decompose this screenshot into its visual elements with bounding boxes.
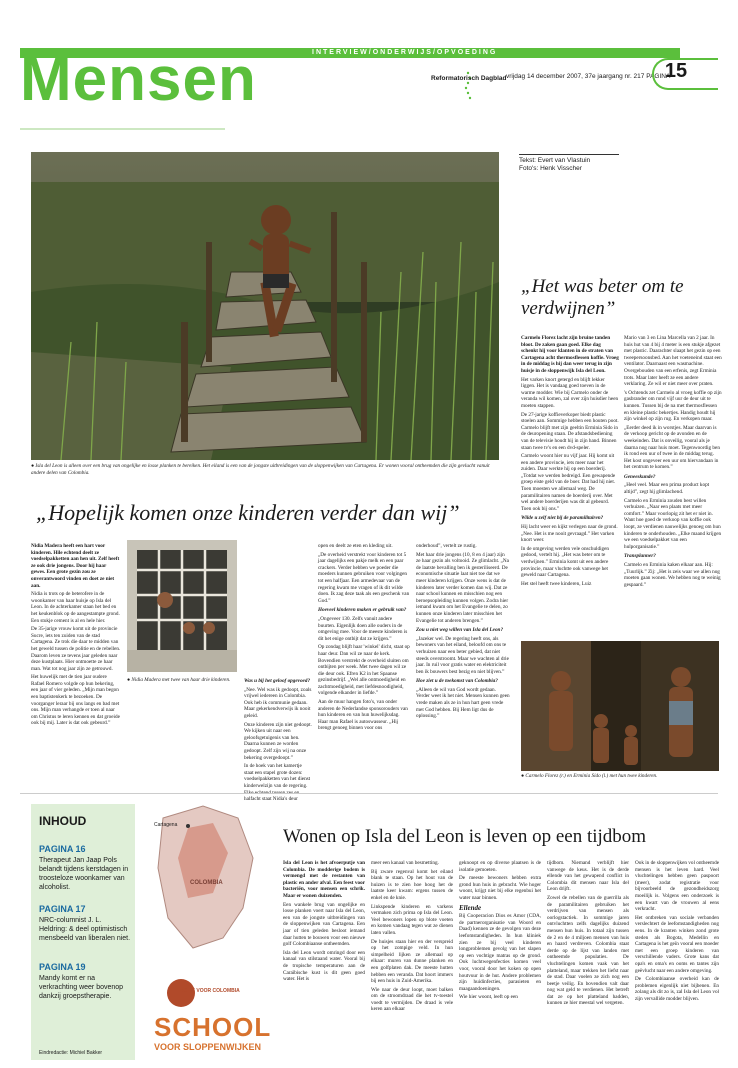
campaign-label: ACTIE VOOR COLOMBIA [180,988,240,994]
paragraph: „Alleen de wil van God wordt gedaan. Verder weet ik het niet. Mensen kunnen geen vrede maken als ze in hun hart geen vrede met God hebben. Bij Hem ligt dus de oplossing.” [416,686,510,720]
article-column [244,675,312,805]
paragraph: Bij zware regenval komt het eiland blank te staan. Op het hout van de huizen is te zien hoe hoog het de laatste keer kwam: ergens tussen de enkel en de knie. [371,868,453,901]
paragraph: Ook in de sloppenwijken vol ontheemde mensen is het leven hard. Veel vluchtelingen hebben geen paspoort (meer), zodat registratie voor bijvoorbeeld de gezondheidszorg moeilijk is. Volgens een onderzoek is een kwart van de vrouwen al eens verkracht. [635,860,719,913]
page-number: 15 [664,60,688,82]
paragraph: geknoopt en op diverse plaatsen is de isolatie gemoeten. [459,860,541,873]
paragraph: Het stel heeft twee kinderen, Luiz [521,580,592,587]
paragraph: open en deelt ze eten en kleding uit. [318,543,393,549]
article-lead: Carmelo Florez lacht zijn bruine tanden bloot. De zaken gaan goed. Elke dag schenkt hij voor klanten in de straten van Cartagena acht thermosflessen koffie. Vroeg in de middag is hij dan weer terug in zijn huisje in de sloppenwijk Isla del Leon. [521,335,619,374]
article-column [635,860,719,1002]
quote-headline: „Het was beter om te verdwijnen” [521,276,684,319]
paragraph: onderhoud”, vertelt ze rustig. [416,543,477,549]
editor-credit: Eindredactie: Michiel Bakker [39,1050,103,1056]
main-photo-illustration [31,152,499,460]
subheading: Ellende [459,903,482,912]
paragraph: Bij Cooperacion Dios es Amor (CDA, de partnerorganisatie van Woord en Daad) kennen ze de gevolgen van deze leefomstandigheden. In hun kliniek zien ze bij veel kinderen longproblemen gevolg van het slapen op een vochtige matras op de grond. Ook luchtwegenfecties komen veel voor, vooral door het koken op open houtvuur in de hut. Andere problemen zijn huidinfecties, parasieten en maagaandoeningen. [459,913,541,992]
paragraph: „Eerder deed ik in worstjes. Maar daarvan is de verkoop gericht op de avonden en de weekeinden. Dat is onveilig, vooral als je daarna nog naar huis moet. Tegenwoordig ben ik rond een uur of twee in de middag terug. Het kost ongeveer een uur om hiervandaan in het centrum te komen.” [624,424,720,471]
contents-title: INHOUD [39,814,87,828]
paragraph: meer een kanaal van besmetting. [371,860,439,866]
paragraph: tijdbom. Niemand verblijft hier vanwege de keus. Het is de derde ellende van het gewapend conflict in Colombia dit mensen naar Isla del Leon drijft. [547,860,629,893]
paragraph: De 35-jarige vrouw komt uit de provincie Sucre, iets ten zuiden van de stad Cartagena. Ze trok die daar te midden van het geweld tussen de politie en de rebellen. Daarom leven ze tevens jaar geleden naar deze kustplaats. Hier ontmoette ze haar man. Wat tot nog jaar zijn ze getrouwd. [31,626,121,672]
paragraph: 's Ochtends zet Carmelo al vroeg koffie op zijn gasbrander om rond vijf uur de deur uit te kunnen. Tussen bij de na met thermosflessen en kleine plastic bekertjes. Handig houdt hij zijn winkel op zijn rug. En verkopen maar. [624,389,722,423]
article-headline: „Hopelijk komen onze kinderen verder dan wij” [36,500,460,525]
contents-page-label: PAGINA 17 [39,904,86,914]
paragraph: Carmelo woont hier nu vijf jaar. Hij komt uit een andere provincie, iets meer naar het zuiden. Daar werkte hij op een boerderij. „Totdat we werden bedreigd. Een gewapende groep eiste geld van de boer. Dat had hij niet. Toen moesten we allemaal weg. De paramilitairen namen de boerderij over. Met wel andere boerderijen was dit al gebeurd. Toen ook bij ons.” [521,453,616,512]
paragraph: Nidia is trots op de beterofere in de woonkamer van haar huisje op Isla del Leon. In de achterkamer staan het bed en het keukenblok op de aangestampte grond. Een stukje cement is al en hele hier. [31,591,120,624]
article-column [31,543,121,729]
contents-item-text: NRC-columnist J. L. Heldring: & deel optimistisch mensbeeld van liberalen niet. [39,917,131,942]
question: Wilde u zelf niet bij de paramilitairen? [521,515,604,522]
date-line: vrijdag 14 december 2007, 37e jaargang nr. 217 PAGINA [506,73,671,80]
paragraph: „Heel veel. Maar een prima product kopt altijd”, zegt hij glimlachend. [624,482,710,496]
paragraph: Wie naar de deur loopt, moet balken om de stroomdraad die het tv-toestel voedt te vermijden. De draad is vele keren aan elkaar [371,986,453,1013]
window-photo-illustration [127,540,237,672]
paragraph: Linkspende kinderen en varkens vermaken zich prima op Isla del Leon. Veel bewoners lopen op blote voeten en komen vandaag tegen wat ze dienen laten vallen. [371,903,453,936]
paragraph: Wie hier woont, leeft op een [459,994,518,1001]
main-photo-caption: ● Isla del Leon is alleen over een brug van ongelijke en losse planken te bereiken. Het eiland is een van de jongste uitbreidingen van de sloppenwijken van Cartagena. Er wonen vooral ontheemden die zijn gevlucht vanuit andere delen van Colombia. [31,463,490,476]
campaign-subbrand: VOOR SLOPPENWIJKEN [154,1042,262,1052]
paragraph: De Colombiaanse overheid kan de problemen eigenlijk niet bijbenen. En zolang als dit zo is, zal Isla del Leon vol zijn vervallide modder blijven. [635,976,719,1002]
window-photo [127,540,237,672]
campaign-brand: SCHOOL [154,1012,272,1042]
paragraph: Het varken knort getergd en blijft lekker liggen. Het is vandaag goed toeven in de warme modder. Wie bij Carmelo onder de veranda wil komen, zal over zijn huisdier heen moeten stappen. [521,376,619,409]
article-column [283,860,365,983]
family-photo-illustration [521,641,719,771]
contents-item-text: Mandy komt er na verkrachting weer bovenop dankzij groepstherapie. [39,975,124,1000]
paragraph: Hij lacht weer en kijkt verlegen naar de grond. „Nee. Het is me nooit gevraagd.” Het varken knort weer. [521,524,618,544]
question: Zou u niet weg willen van Isla del Leon? [416,627,504,634]
paragraph: In de hoek van het kamertje staat een stapel grote dozen: voedselpakketten van het dienst kinderwelzijn van de regering. halfacht staat Nidia's deur [244,763,311,803]
credits [519,154,619,173]
paragraph: Het ontbreken van sociale verbanden verslechtert de leefomstandigheden nog eens. In de kranten winken zond grote steden als Bogota, Medellin en Cartagena is het geïn vooral een moeder met een groep kinderen van verschillende vaders. Grote kans dat opa's en oma's en ooms en tantes zijn geëvlucht naar een andere omgeving. [635,914,719,974]
paragraph: Zowel de rebellen van de guerrilla als de paramilitairen gebruiken het verdrijven van mensen als oorlogstactiek. In sommige jaren ontvluchtten zelfs dagelijks duizend mensen hun huis. In totaal zijn tussen de 2 en de 4 miljoen mensen van huis en haard verdreven. Colombia staat derde op de lijst van landen met ontheemde populaties. De vluchtelingen komen vaak van het platteland, maar trekken het liefst naar de stad. Daar voelen ze zich nog een beetje veilig. En bovendien valt daar nog wat geld te verdienen. Het betreft dat ze op het platteland hadden, kunnen ze hier meestal wel vergeten. [547,894,629,1007]
window-photo-caption: ● Nidia Madera met twee van haar drie kinderen. [127,677,231,683]
paper-name: Reformatorisch Dagblad [431,75,507,82]
section-tagline: INTERVIEW/ONDERWIJS/OPVOEDING [312,49,498,56]
paragraph: Mario van 3 en Lina Marcella van 2 jaar. In huis hut van 4 bij 4 meter is een stukje afgezet met plastic. Daarachter slaapt het gezin op een tweepersoonsbed. Aan het voeteneind staat een ventilator. Daarnaast een wasmachine. Overgebouden van een erfenis, zegt Erminia trots. Maar later heeft ze een andere verklaring. Ze wil er niet meer over praten. [624,335,722,388]
article-column [547,860,629,1007]
paragraph: „De overheid verstrekt voor kinderen tot 5 jaar dagelijks een pakje melk en een paar crackers. Verder hebben we poeder die moeders kunnen gebruiken voor volgingen tot een halfjaar. Een armedevaar van de regering kwam me vragen of ik dit wilde doen. Ik zag deze taak als een geschenk van God.” [318,551,410,604]
article-column [371,860,453,1013]
article-lead: Isla del Leon is het afvoerputje van Colombia. De modderige bodem is vermengd met de restanten van plastic en ander afval. Een feest voor bacteriën, voor mensen een schrik. Maar er wonen duizenden. [283,860,365,899]
article-column [624,335,722,590]
family-photo [521,641,719,771]
contents-page-label: PAGINA 16 [39,844,86,854]
article-column [416,543,510,722]
paragraph: „Ongeveer 130. Zelfs vanuit andere buurten. Eigenlijk doen alle ouders in de omgeving mee. Voor de meeste kinderen is dit het enige ontbijt dat ze krijgen.” [318,615,408,642]
map-city-label: Cartagena [154,822,178,828]
paragraph: De 27-jarige koffieverkoper biedt plastic stoelen aan. Sommige hebben een houten poot. Carmelo blijft met zijn geeltin Erminia Sido in de deuropening staan. De afstandsbediening van de televisie houdt hij in zijn hand. Binnen staan twee tv's en een dvd-speler. [521,411,619,451]
paragraph: Met haar drie jongens (10, 8 en 4 jaar) zijn ze haar gezin als voltooid. Ze glimlacht. „Na de laatste bevalling ben ik gesteriliseerd. De economische situatie laat niet toe dat we meer kinderen krijgen. Onze wens is dat de kinderen later verder komen dan wij. Dat ze naar school kunnen en misschien nog een beroepsopleiding kunnen volgen. Zodra hier iemand kwam om het Evangelie te delen, zo kunnen onze kinderen later misschien het Evangelie tot anderen brengen.” [416,551,509,624]
main-photo-boy-on-bridge [31,152,499,460]
paragraph: „Nee. Wel was ik gedoopt, zoals vrijwel iedereen in Colombia. Ook heb ik communie gedaan. Maar gekerkendverwijs ik nooit geleid. [244,686,312,719]
paragraph: Carmelo en Erminia zouden best willen verhuizen. „Naar een plaats met meer comfort.” Maar voorlopig zit het er niet in. Want hoe goed de verkoop van koffie ook loopt, ze verdienen nauwelijks genoeg om hun kinderen te onderhouden. „Elke maand krijgen we een voedselpakket van een hulporganisatie.” [624,497,722,550]
question: Was u bij het geloof opgevoed? [244,678,311,684]
paragraph: Carmelo en Erminia kaken elkaar aan. Hij: „Tuurlijk.” Zij: „Het is zeis waar we allen nog moeten gaan wonen. We hebben nog te weinig gespaard.” [624,562,721,588]
paragraph: Onze kinderen zijn niet gedoopt. We kijken uit naar een geloofsgetuigenis van hen. Daarna kunnen ze worden gedoopt. Zelf zijn wij na onze bekering overgedoopt.” [244,721,312,761]
paragraph: De meeste bewoners hebben extra grond hun huis in gebracht. Wie hoger woont, krijgt niet bij elke regenbui het water naar binnen. [459,875,541,901]
paragraph: „Jazeker wel. De regering heeft ons, als bewoners van het eiland, beloofd om ons te verhuizen naar een beter gebied, dat niet steeds overstroomt. Maar we wachten al drie jaar. In ruil voor gratis water en elektriciteit ben ik bouwers best bezig en niet blijven.” [416,635,509,675]
contents-page-label: PAGINA 19 [39,962,86,972]
paragraph: De huisjes staan hier en der verspreid op het zompige veld. In hun simpelheid lijken ze allemaal op elkaar: muren van dunne planken en een golfplaten dak. De meeste hutten hebben een veranda. Dat hoort immers bij een huis in Zuid-Amerika. [371,938,453,985]
divider [20,793,718,794]
section-title: Mensen [20,45,257,114]
article-column [318,543,410,734]
paragraph: Een wankele brug van ongelijke en losse planken voert naar Isla del Leon, een van de jongste uitbreidingen van de sloppenwijken van Cartagena. Een jaar of tien geleden besloot iemand daar hutten te bouwen voor een nieuwe golf Colombiaanse ontheemden. [283,901,365,948]
family-photo-caption: ● Carmelo Florez (r.) en Erminia Sido (l.) met hun twee kinderen. [521,773,658,779]
article-lead: Nidia Madera heeft een hart voor kinderen. Hile echtend deelt ze voedselpakketten aan hen uit. Zelf heeft ze ook drie jongens. Door hij haar gewes. Een grote gezin zou ze onverantwoord vinden en doet ze niet aan. [31,543,120,589]
title-underline [20,128,225,130]
article-column [521,335,619,589]
article-column [459,860,541,1001]
paragraph: Op zondag blijft haar 'winkel' dicht, staat op haar deur. Dan wil ze naar de kerk. Bovendien verstrekt de overheid sluiten om ontbijten per week. Met twee dagen wil ze die deur ook. Efren K2 in het Spaanse gezinsbedrijf. „Wel alle ontmoedigheid en zachtmoedigheid, met liefdesnoodigheid, volgende elkander in liefde.” [318,644,410,697]
article-headline: Wonen op Isla del Leon is leven op een tijdbom [283,826,647,847]
paragraph: Isla del Leon wordt omringd door een kanaal van stilstaand water. Vooral bij de tropische temperaturen aan de Caraïbische kust is dit geen goed water. Het is [283,949,365,983]
paragraph: Aan de muur hangen foto's, van onder anderen de Nederlandse sponsorouders van hun kinderen en van hun huwelijksdag. Haar man Rafael is autoswasseur. „Hij brengt genoeg binnen voor ons [318,699,408,732]
contents-item-text: Therapeut Jan Jaap Pols belandt tijdens kerstdagen in troosteloze woonkamer van alcoholist. [39,857,129,891]
question: Hoe ziet u de toekomst van Colombia? [416,678,498,685]
credits-photo: Foto's: Henk Visscher [519,165,582,172]
map-country-label: COLOMBIA [190,880,223,886]
paragraph: In de omgeving werden vele onschuldigen gedood, vertelt hij. „Het was beter om te verdwijnen.” Erminia komt uit een andere provincie, maar vluchtte ook vanwege het geweld naar Cartagena. [521,545,610,579]
question: Transplanner? [624,553,656,560]
credits-text: Tekst: Evert van Vlastuin [519,157,591,164]
question: Geneeskunde? [624,473,656,480]
paragraph: Het huwelijk met de tien jaar oudere Rafael Romero volgde op hun bekering, een jaar of vier geleden. „Mijn man begon een baptistenkerk te bezoeken. De voorganger leraar bij ons langs en bad met ons. Mijn man verhangde er toen al naar om Christus te leren kennen en dat groeide ook bij mij. Later is dat ook gebeurd.” [31,674,120,727]
question: Hoeveel kinderen maken er gebruik van? [318,607,407,614]
